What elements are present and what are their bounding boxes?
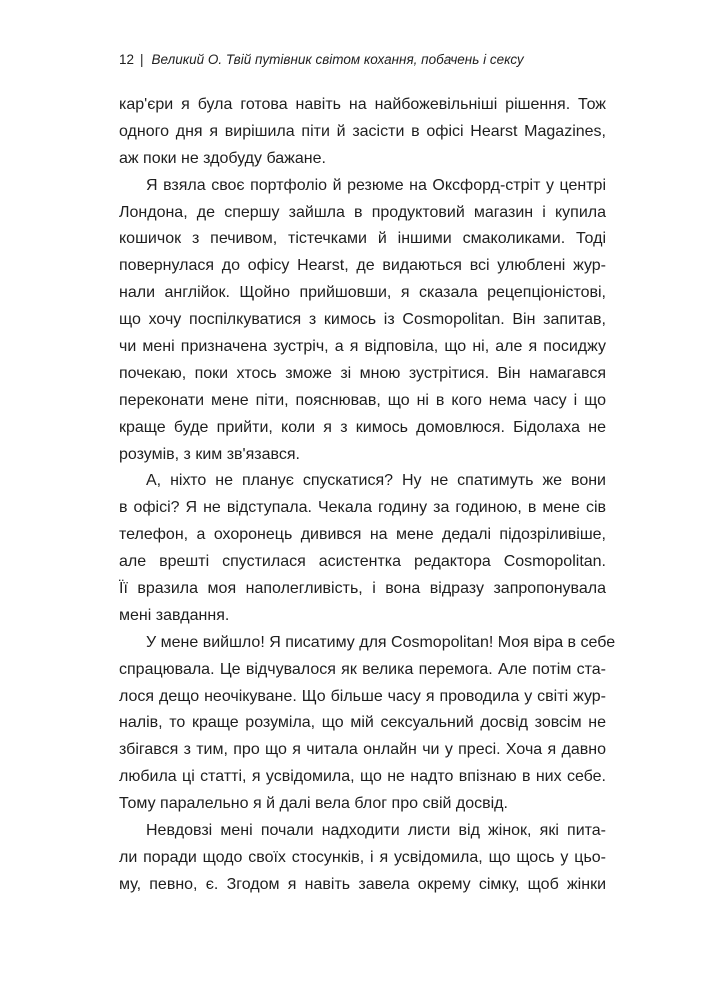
paragraph [119, 468, 606, 629]
text-line: почекаю, поки хтось зможе зі мною зустрітися. Він намагався [119, 364, 606, 382]
text-line: У мене вийшло! Я писатиму для Cosmopolitan! Моя віра в себе [146, 633, 616, 651]
text-line: А, ніхто не планує спускатися? Ну не спатимуть же вони [146, 472, 606, 490]
paragraph [119, 818, 606, 899]
text-line: кар'єри я була готова навіть на найбожевільніші рішення. Тож [119, 96, 606, 113]
text-line: аж поки не здобуду бажане. [119, 149, 326, 167]
text-line: переконати мене піти, пояснював, що ні в кого нема часу і що [119, 391, 606, 409]
text-line: в офісі? Я не відступала. Чекала годину за годиною, в мене сів [119, 499, 606, 517]
text-line: Тому паралельно я й далі вела блог про свій досвід. [119, 795, 508, 813]
text-line: лося дещо неочікуване. Що більше часу я проводила у світі жур- [119, 687, 606, 705]
text-line: нали англійок. Щойно прийшовши, я сказала рецепціоністові, [119, 284, 606, 302]
text-line: любила ці статті, я усвідомила, що не надто впізнаю в них себе. [119, 768, 606, 786]
text-line: Її вразила моя наполегливість, і вона відразу запропонувала [119, 580, 606, 598]
text-line: кошичок з печивом, тістечками й іншими смаколиками. Тоді [119, 230, 606, 248]
page-number: 12 [119, 52, 135, 67]
text-line: Лондона, де спершу зайшла в продуктовий магазин і купила [119, 203, 606, 221]
paragraph [119, 630, 616, 818]
paragraph [119, 173, 606, 469]
text-line: збігався з тим, про що я читала онлайн чи у пресі. Хоча я давно [119, 741, 606, 759]
text-line: розумів, з ким зв'язався. [119, 445, 300, 463]
text-line: спрацювала. Це відчувалося як велика перемога. Але потім ста- [119, 660, 606, 678]
paragraph [119, 92, 606, 173]
text-line: му, певно, є. Згодом я навіть завела окрему сімку, щоб жінки [119, 875, 606, 893]
text-line: телефон, а охоронець дивився на мене дедалі підозріливіше, [119, 526, 606, 544]
text-line: але врешті спустилася асистентка редактора Cosmopolitan. [119, 553, 606, 571]
header-separator: | [140, 52, 144, 67]
running-header [119, 52, 619, 68]
text-line: Я взяла своє портфоліо й резюме на Оксфорд-стріт у центрі [146, 176, 606, 194]
text-line: Невдовзі мені почали надходити листи від жінок, які пита- [146, 822, 606, 840]
text-line: краще буде прийти, коли я з кимось домовлюся. Бідолаха не [119, 418, 606, 436]
body-text [119, 92, 616, 899]
text-line: повернулася до офісу Hearst, де видаються всі улюблені жур- [119, 257, 606, 275]
text-line: налів, то краще розуміла, що мій сексуальний досвід зовсім не [119, 714, 606, 732]
text-line: одного дня я вирішила піти й засісти в офісі Hearst Magazines, [119, 122, 606, 140]
text-line: чи мені призначена зустріч, а я відповіла, що ні, але я посиджу [119, 338, 606, 356]
text-line: що хочу поспілкуватися з кимось із Cosmopolitan. Він запитав, [119, 311, 606, 329]
text-line: ли поради щодо своїх стосунків, і я усвідомила, що щось у цьо- [119, 848, 606, 866]
text-line: мені завдання. [119, 606, 230, 624]
running-title: Великий О. Твій путівник світом кохання, побачень і сексу [151, 52, 524, 67]
